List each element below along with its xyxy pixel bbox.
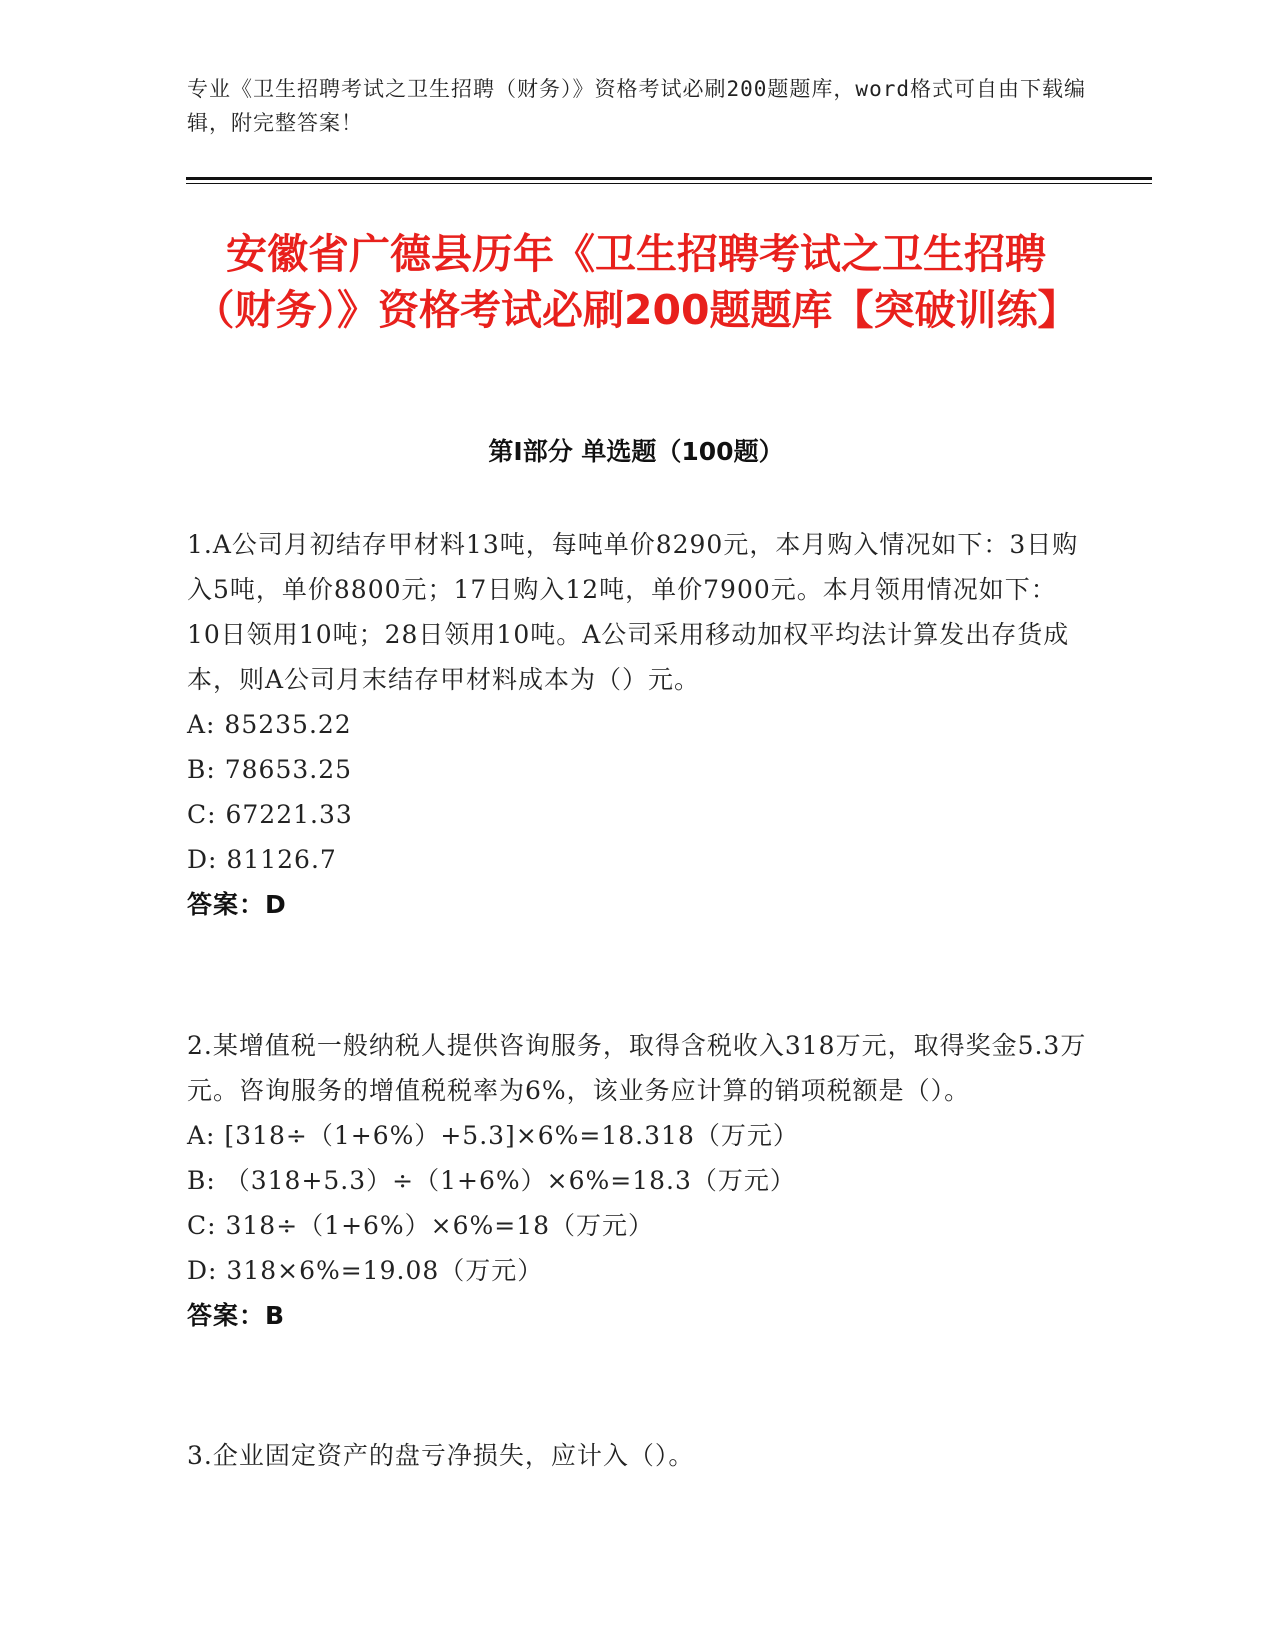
question-text: 3.企业固定资产的盘亏净损失，应计入（）。 <box>187 1441 695 1470</box>
section-title: 第I部分 单选题（100题） <box>488 437 784 466</box>
option-c: C: 67221.33 <box>187 800 353 829</box>
option-c: C: 318÷（1+6%）×6%=18（万元） <box>187 1211 655 1240</box>
question-3 <box>187 1433 1087 1478</box>
question-text: 1.A公司月初结存甲材料13吨，每吨单价8290元，本月购入情况如下：3日购入5吨，单价8800元；17日购入12吨，单价7900元。本月领用情况如下：10日领用10吨；28日领用10吨。A公司采用移动加权平均法计算发出存货成本，则A公司月末结存甲材料成本为（）元。 <box>187 530 1079 694</box>
document-title: 安徽省广德县历年《卫生招聘考试之卫生招聘（财务）》资格考试必刷200题题库【突破训练】 <box>193 230 1079 334</box>
option-d: D: 81126.7 <box>187 845 337 874</box>
header-rule-thick <box>186 177 1152 180</box>
option-b: B: （318+5.3）÷（1+6%）×6%=18.3（万元） <box>187 1166 796 1195</box>
option-d: D: 318×6%=19.08（万元） <box>187 1256 544 1285</box>
answer: 答案：D <box>187 890 287 919</box>
option-b: B: 78653.25 <box>187 755 353 784</box>
option-a: A: [318÷（1+6%）+5.3]×6%=18.318（万元） <box>187 1121 799 1150</box>
question-2 <box>187 1023 1087 1338</box>
question-1 <box>187 522 1087 927</box>
header-rule-thin <box>186 183 1152 184</box>
option-a: A: 85235.22 <box>187 710 352 739</box>
question-text: 2.某增值税一般纳税人提供咨询服务，取得含税收入318万元，取得奖金5.3万元。咨询服务的增值税税率为6%，该业务应计算的销项税额是（）。 <box>187 1031 1087 1105</box>
answer: 答案：B <box>187 1301 286 1330</box>
header-note: 专业《卫生招聘考试之卫生招聘（财务）》资格考试必刷200题题库，word格式可自由下载编辑，附完整答案！ <box>187 77 1086 135</box>
